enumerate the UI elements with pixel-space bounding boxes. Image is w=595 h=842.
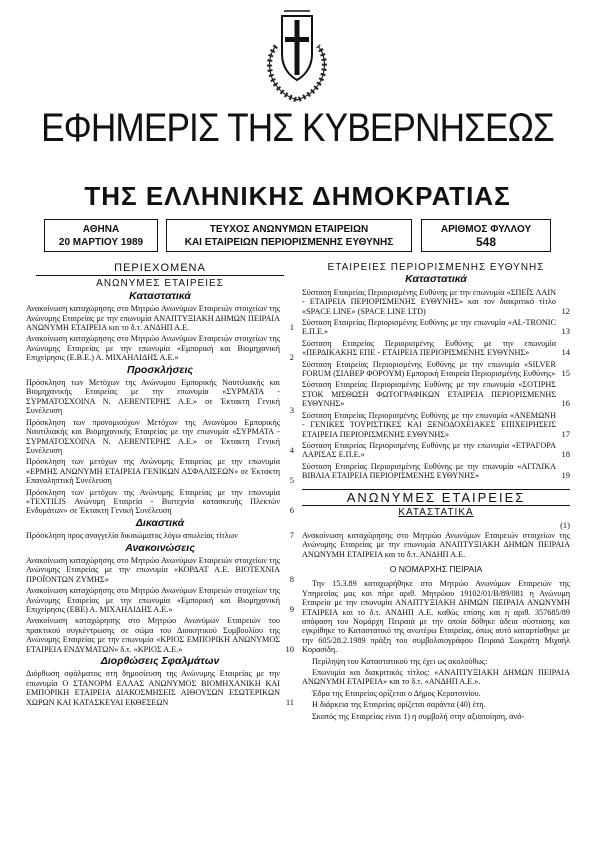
statutes-heading: ΚΑΤΑΣΤΑΤΙΚΑ <box>398 506 474 518</box>
toc-item-page: 6 <box>289 505 294 516</box>
body-paragraph: Σκοπός της Εταιρείας είναι 1) η συμβολή στην αξιοποίηση, ανά- <box>312 711 525 721</box>
toc-item-text: Σύσταση Εταιρείας Περιορισμένης Ευθύνης με την επωνυμία «ΑΓΓΛΙΚΑ ΒΙΒΛΙΑ ΕΤΑΙΡΕΙΑ ΠΕΡΙΟΡΙΣΜΕΝΗΣ ΕΥΘΥΝΗΣ» <box>302 461 556 481</box>
toc-item <box>26 531 294 540</box>
toc-item-text: Σύσταση Εταιρείας Περιορισμένης Ευθύνης με την επωνυμία «ΑL-TRONIC Ε.Π.Ε.» <box>302 318 556 337</box>
coat-of-arms-emblem <box>264 6 330 102</box>
toc-item-page: 5 <box>289 475 294 486</box>
toc-item-page: 18 <box>561 449 570 460</box>
toc-item-text: Ανακοίνωση καταχώρησης στο Μητρώο Ανωνύμων Εταιρειών στοιχείων της Ανώνυμης Εταιρείας με την επωνυμία ΑΝΑΠΤΥΞΙΑΚΗ ΔΗΜΩΝ ΠΕΙΡΑΙΑ ΑΝΩΝΥΜΗ ΕΤΑΙΡΕΙΑ και το δ.τ. ΑΝΔΗΠ Α.Ε. <box>26 304 280 333</box>
ltd-subheading: Καταστατικά <box>405 273 467 286</box>
toc-item-page: 16 <box>561 398 570 409</box>
toc-item-page: 19 <box>561 470 570 481</box>
issue-type-box <box>166 219 412 252</box>
contents-column <box>26 262 294 709</box>
toc-item-page: 7 <box>289 530 294 541</box>
sheet-number-box <box>421 219 551 252</box>
toc-item <box>26 304 294 332</box>
toc-item-page: 15 <box>561 368 570 379</box>
issue-date-box <box>44 219 158 252</box>
toc-item-text: Ανακοίνωση καταχώρησης στο Μητρώο Ανωνύμων Εταιρειών στοιχείων της Ανώνυμης Εταιρείας με την επωνυμία «ΚΟΡΔΑΤ Α.Ε. ΒΙΟΤΕΧΝΙΑ ΠΡΟΪΟΝΤΩΝ ΖΥΜΗΣ» <box>26 555 280 584</box>
issue-type-line1: ΤΕΥΧΟΣ ΑΝΩΝΥΜΩΝ ΕΤΑΙΡΕΙΩΝ <box>209 224 369 235</box>
section-heading-announcements: Ανακοινώσεις <box>125 541 195 554</box>
toc-item-text: Πρόσκληση προς αναγγελία δικαιώματος λόγω απωλείας τίτλων <box>26 531 238 541</box>
toc-item <box>26 334 294 362</box>
body-paragraph: Περίληψη του Καταστατικού της έχει ως ακολούθως: <box>312 656 488 666</box>
toc-item <box>26 457 294 485</box>
toc-item-page: 8 <box>289 573 294 584</box>
issue-city: ΑΘΗΝΑ <box>82 224 120 235</box>
toc-item <box>302 411 570 439</box>
toc-item <box>26 669 294 707</box>
prefect-heading: Ο ΝΟΜΑΡΧΗΣ ΠΕΙΡΑΙΑ <box>389 563 483 574</box>
body-paragraph: Έδρα της Εταιρείας ορίζεται ο Δήμος Κερατσινίου. <box>312 688 481 698</box>
toc-item-text: Ανακοίνωση καταχώρησης στο Μητρώο Ανωνύμων Εταιρειών του πρακτικού συγκέντρωσης σε σώμα του Διοικητικού Συμβουλίου της Ανώνυμης Εταιρείας με την επωνυμία «ΚΡΙΟΣ ΕΜΠΟΡΙΚΗ ΑΝΩΝΥΜΟΣ ΕΤΑΙΡΕΙΑ ΕΝΔΥΜΑΤΩΝ» δ.τ. «ΚΡΙΟΣ Α.Ε.» <box>26 616 280 654</box>
gazette-title: ΕΦΗΜΕΡΙΣ ΤΗΣ ΚΥΒΕΡΝΗΣΕΩΣ <box>41 106 554 150</box>
toc-item-page: 9 <box>289 604 294 614</box>
article-number: (1) <box>560 520 570 531</box>
toc-item-text: Ανακοίνωση καταχώρησης στο Μητρώο Ανωνύμων Εταιρειών στοιχείων της Ανώνυμης Εταιρείας με την επωνυμία «Εμπορική και Βιομηχανική Επιχείρησις (Ε.Β.Ε.) Α. ΜΙΧΑΗΛΙΔΗΣ Α.Ε.» <box>26 334 280 363</box>
sa-section-heading: ΑΝΩΝΥΜΕΣ ΕΤΑΙΡΕΙΕΣ <box>302 489 570 506</box>
toc-item-text: Σύσταση Εταιρείας Περιορισμένης Ευθύνης με την επωνυμία «ΠΕΡΔΙΚΑΚΗΣ ΕΠΕ - ΕΤΑΙΡΕΙΑ ΠΕΡΙΟΡΙΣΜΕΝΗΣ ΕΥΘΥΝΗΣ» <box>302 338 556 358</box>
issue-date: 20 ΜΑΡΤΙΟΥ 1989 <box>58 237 144 248</box>
divider <box>36 275 284 276</box>
toc-item <box>302 339 570 358</box>
section-heading-corrections: Διορθώσεις Σφαλμάτων <box>100 655 220 668</box>
body-paragraph: Η διάρκεια της Εταιρείας ορίζεται σαράντα (40) έτη. <box>312 700 486 710</box>
gazette-subtitle: ΤΗΣ ΕΛΛΗΝΙΚΗΣ ΔΗΜΟΚΡΑΤΙΑΣ <box>84 181 511 211</box>
toc-item-page: 10 <box>285 643 294 654</box>
toc-item-text: Πρόσκληση των Μετόχων της Ανώνυμου Εμπορικής Ναυτιλιακής και Βιομηχανικής Εταιρείας με την επωνυμία «ΣΥΡΜΑΤΑ - ΣΥΡΜΑΤΟΣΧΟΙΝΑ Ν. ΛΕΒΕΝΤΕΡΗΣ Α.Ε.» σε Έκτακτη Γενική Συνέλευση <box>26 378 280 416</box>
toc-item-text: Σύσταση Εταιρείας Περιορισμένης Ευθύνης με την επωνυμία «ΑΝΕΜΩΝΗ - ΓΕΝΙΚΕΣ ΤΟΥΡΙΣΤΙΚΕΣ ΚΑΙ ΞΕΝΟΔΟΧΕΙΑΚΕΣ ΕΠΙΧΕΙΡΗΣΕΙΣ ΕΤΑΙΡΕΙΑ ΠΕΡΙΟΡΙΣΜΕΝΗΣ ΕΥΘΥΝΗΣ» <box>302 410 556 439</box>
toc-item-text: Πρόσκληση των μετόχων της Ανώνυμης Εταιρείας με την επωνυμία «ΕΡΜΗΣ ΑΝΩΝΥΜΗ ΕΤΑΙΡΕΙΑ ΓΕΝΙΚΩΝ ΑΣΦΑΛΙΣΕΩΝ» σε Έκτακτη Επαναληπτική Συνέλευση <box>26 457 280 486</box>
toc-item <box>26 378 294 416</box>
toc-item-page: 1 <box>289 322 294 333</box>
toc-item-text: Ανακοίνωση καταχώρησης στο Μητρώο Ανωνύμων Εταιρειών στοιχείων της Ανώνυμης Εταιρείας με την επωνυμία «Εμπορική και Βιομηχανική Επιχείρησις (ΕΒΕ) Α. ΜΙΧΑΗΛΙΔΗΣ Α.Ε.» <box>26 586 280 614</box>
toc-item-page: 14 <box>561 347 570 358</box>
toc-item-text: Πρόσκληση των μετόχων της Ανώνυμης Εταιρείας με την επωνυμία «TEXTILIS Ανώνυμη Εταιρεία - Βιοτεχνία κατασκευής Πλεκτών Ενδυμάτων» σε Έκτακτη Γενική Συνέλευση <box>26 487 280 516</box>
section-heading-judicial: Δικαστικά <box>135 516 185 529</box>
toc-item-text: Σύσταση Εταιρείας Περιορισμένης Ευθύνης με την επωνυμία «ΣΟΤΙΡΗΣ ΣΤΟΚ ΜΙΣΘΩΣΗ ΦΩΤΟΓΡΑΦΙΚΩΝ ΕΤΑΙΡΕΙΑ ΠΕΡΙΟΡΙΣΜΕΝΗΣ ΕΥΘΥΝΗΣ» <box>302 380 556 409</box>
toc-item-text: Πρόσκληση των προνομιούχων Μετόχων της Ανωνύμου Εμπορικής Ναυτιλιακής και Βιομηχανικής Εταιρείας με την επωνυμία «ΣΥΡΜΑΤΑ - ΣΥΡΜΑΤΟΣΧΟΙΝΑ Ν. ΛΕΒΕΝΤΕΡΗΣ Α.Ε.» σε Έκτακτη Γενική Συνέλευση <box>26 417 280 455</box>
article-intro: Ανακοίνωση καταχώρησης στο Μητρώο Ανωνύμων Εταιρειών στοιχείων της Ανώνυμης Εταιρείας με την επωνυμία ΑΝΑΠΤΥΞΙΑΚΗ ΔΗΜΩΝ ΠΕΙΡΑΙΑ ΑΝΩΝΥΜΗ ΕΤΑΙΡΕΙΑ και το δ.τ. ΑΝΔΗΠ Α.Ε. <box>302 530 570 559</box>
toc-item <box>26 418 294 456</box>
ltd-heading: ΕΤΑΙΡΕΙΕΣ ΠΕΡΙΟΡΙΣΜΕΝΗΣ ΕΥΘΥΝΗΣ <box>327 262 545 273</box>
toc-item <box>302 462 570 481</box>
toc-item <box>26 556 294 584</box>
contents-heading: ΠΕΡΙΕΧΟΜΕΝΑ <box>114 262 206 274</box>
toc-item-page: 2 <box>289 352 294 363</box>
toc-item-page: 11 <box>285 696 294 707</box>
toc-item <box>302 318 570 337</box>
sa-heading: ΑΝΩΝΥΜΕΣ ΕΤΑΙΡΕΙΕΣ <box>96 278 224 290</box>
toc-item <box>302 380 570 408</box>
toc-item <box>302 360 570 379</box>
section-heading-statutes: Καταστατικά <box>129 289 191 302</box>
sheet-number: 548 <box>475 235 497 249</box>
toc-item-text: Διόρθωση σφάλματος στη δημοσίευση της Ανώνυμης Εταιρείας με την επωνυμία Ο ΣΤΑΝΟΡΜ ΕΛΛΑΣ ΑΝΩΝΥΜΟΣ ΒΙΟΜΗΧΑΝΙΚΗ ΚΑΙ ΕΜΠΟΡΙΚΗ ΕΤΑΙΡΕΙΑ ΔΙΑΚΟΣΜΗΣΕΙΣ ΑΙΘΟΥΣΩΝ ΕΣΩΤΕΡΙΚΩΝ ΧΩΡΩΝ ΚΑΙ ΚΑΤΑΣΚΕΥΑΙ ΕΚΘΕΣΕΩΝ <box>26 669 280 707</box>
toc-item <box>26 616 294 654</box>
body-paragraph: Επωνυμία και διακριτικός τίτλος: «ΑΝΑΠΤΥΞΙΑΚΗ ΔΗΜΩΝ ΠΕΙΡΑΙΑ ΑΝΩΝΥΜΗ ΕΤΑΙΡΕΙΑ» και το δ.τ. «ΑΝΔΗΠ Α.Ε.». <box>302 668 570 687</box>
section-heading-invitations: Προσκλήσεις <box>127 363 193 376</box>
ltd-and-statutes-column <box>302 262 570 723</box>
issue-type-line2: ΚΑΙ ΕΤΑΙΡΕΙΩΝ ΠΕΡΙΟΡΙΣΜΕΝΗΣ ΕΥΘΥΝΗΣ <box>184 237 394 248</box>
toc-item-page: 12 <box>561 305 570 316</box>
body-paragraph: Την 15.3.89 καταχωρήθηκε στο Μητρώο Ανωνύμων Εταιρειών της Υπηρεσίας μας και πήρε αριθ. Μητρώου 19102/01/Β/89/081 η Ανώνυμη Εταιρεία με την επωνυμία ΑΝΑΠΤΥΞΙΑΚΗ ΔΗΜΩΝ ΠΕΙΡΑΙΑ ΑΝΩΝΥΜΗ ΕΤΑΙΡΕΙΑ και το δ.τ. ΑΝΔΗΠ Α.Ε. καθώς επίσης και η αριθ. 357685/89 απόφαση του Νομάρχη Πειραιά με την οποία δόθηκε άδεια σύστασης και εγκρίθηκε το Καταστατικό της ανωτέρω Εταιρείας, όπως αυτό καταρτίσθηκε με την 605/28.2.1989 πράξη του συμβολαιογράφου Πειραιά Σωκράτη Μιχαήλ Κορασίδη. <box>302 579 570 655</box>
toc-item-page: 4 <box>289 444 294 455</box>
toc-item-text: Σύσταση Εταιρείας Περιορισμένης Ευθύνης με την επωνυμία «SILVER FORUM (ΣΙΛΒΕΡ ΦΟΡΟΥΜ) Εμπορική Εταιρεία Περιορισμένης Ευθύνης» <box>302 359 556 379</box>
toc-item <box>302 441 570 460</box>
toc-item-text: Σύσταση Εταιρείας Περιορισμένης Ευθύνης με την επωνυμία «ΣΠΕΪΣ ΛΑΙΝ - ΕΤΑΙΡΕΙΑ ΠΕΡΙΟΡΙΣΜΕΝΗΣ ΕΥΘΥΝΗΣ» και τον διακριτικό τίτλο «SPACE LINE» (SPACE LINE LTD) <box>302 287 556 316</box>
toc-item-text: Σύσταση Εταιρείας Περιορισμένης Ευθύνης με την επωνυμία «ΕΤΡΑΓΟΡΑ ΛΑΡΙΣΑΣ Ε.Π.Ε.» <box>302 440 556 460</box>
toc-item <box>26 488 294 516</box>
toc-item-page: 13 <box>561 326 570 337</box>
sheet-number-label: ΑΡΙΘΜΟΣ ΦΥΛΛΟΥ <box>440 224 532 235</box>
toc-item-page: 17 <box>561 428 570 439</box>
toc-item <box>302 288 570 316</box>
toc-item-page: 3 <box>289 405 294 416</box>
toc-item <box>26 586 294 614</box>
